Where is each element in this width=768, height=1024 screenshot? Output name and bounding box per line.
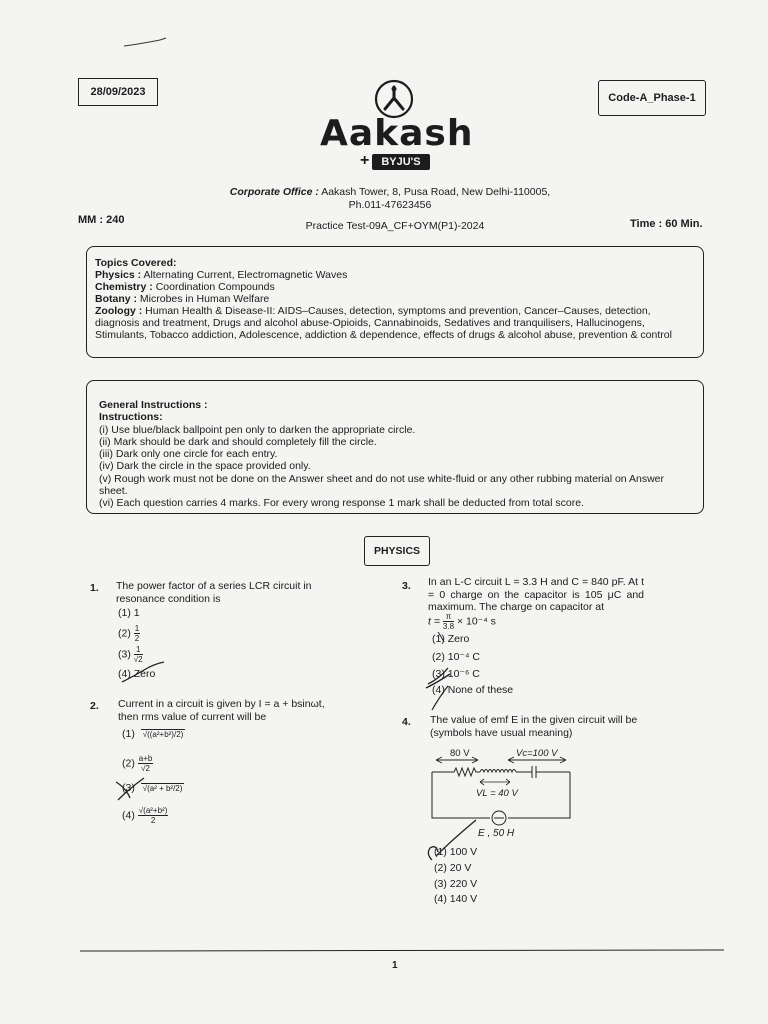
fraction-numerator: 1	[134, 645, 143, 655]
chemistry-label: Chemistry :	[95, 281, 153, 293]
q1-option-3-label: (3)	[118, 648, 131, 661]
instruction-item: (v) Rough work must not be done on the Answer sheet and do not use white-fluid or any other rubbing material on Answer sheet.	[99, 472, 664, 498]
q4-number: 4.	[402, 716, 411, 728]
instructions-box	[86, 380, 704, 514]
fraction-denominator: √2	[141, 764, 150, 773]
q4-option-1: (1) 100 V	[434, 846, 478, 858]
office-address: Aakash Tower, 8, Pusa Road, New Delhi-110005,	[321, 186, 551, 198]
code-box	[598, 80, 706, 116]
pen-mark-icon	[112, 774, 148, 804]
instruction-item: (ii) Mark should be dark and should completely fill the circle.	[99, 435, 377, 448]
section-title	[364, 536, 430, 566]
fraction-denominator: √2	[133, 655, 143, 664]
q4-text: The value of emf E in the given circuit will be (symbols have usual meaning)	[430, 714, 638, 739]
topics-box	[86, 246, 704, 358]
pen-mark-icon	[422, 814, 482, 864]
fraction-numerator: 1	[134, 624, 140, 633]
q2-option-3-label: (3)	[122, 782, 135, 794]
instruction-item: (vi) Each question carries 4 marks. For every wrong response 1 mark shall be deducted from total score.	[99, 497, 584, 510]
q1-option-1: (1) 1	[118, 607, 140, 619]
footer-divider	[80, 949, 724, 951]
botany-label: Botany :	[95, 293, 137, 305]
q2-option-4	[122, 806, 168, 825]
physics-label: Physics :	[95, 269, 142, 281]
instruction-item: (iv) Dark the circle in the space provided only.	[99, 460, 311, 473]
topics-heading: Topics Covered:	[95, 257, 177, 269]
max-marks: MM : 240	[78, 214, 125, 226]
q3-option-3: (3) 10⁻⁶ C	[432, 668, 480, 680]
office-phone: Ph.011-47623456	[348, 199, 432, 211]
circuit-vc-label: Vc=100 V	[516, 748, 558, 759]
zoology-label: Zoology :	[95, 305, 143, 317]
instructions-subheading: Instructions:	[99, 411, 163, 424]
time-limit: Time : 60 Min.	[630, 218, 703, 230]
q2-number: 2.	[90, 700, 99, 712]
q3-option-2: (2) 10⁻⁴ C	[432, 651, 480, 663]
fraction-numerator: π	[443, 612, 454, 622]
q3-text: In an L-C circuit L = 3.3 H and C = 840 pF. At t = 0 charge on the capacitor is 105 μC and maximum. The charge on capacitor at	[428, 576, 644, 613]
brand-logo: Aakash	[320, 113, 474, 154]
q2-option-2-fraction	[138, 754, 154, 773]
q3-number: 3.	[402, 580, 411, 592]
pen-stroke-icon	[120, 36, 170, 50]
q4-option-2: (2) 20 V	[434, 862, 472, 874]
office-label: Corporate Office :	[229, 186, 319, 198]
q1-option-2-fraction	[134, 624, 140, 643]
q2-option-1-label: (1)	[122, 728, 135, 740]
q2-option-2	[122, 754, 153, 773]
instruction-item: (iii) Dark only one circle for each entry.	[99, 448, 278, 461]
pen-mark-icon	[420, 628, 468, 712]
circuit-emf-label: E , 50 H	[478, 828, 515, 839]
q3-time-prefix: t =	[428, 615, 440, 628]
q1-option-4: (4) Zero	[118, 668, 156, 680]
q4-option-4: (4) 140 V	[434, 893, 478, 905]
instruction-item: (i) Use blue/black ballpoint pen only to darken the appropriate circle.	[99, 423, 416, 436]
circuit-vr-label: 80 V	[450, 748, 470, 759]
q1-text: The power factor of a series LCR circuit in resonance condition is	[116, 580, 312, 605]
date: 28/09/2023	[90, 86, 146, 98]
byjus-logo: BYJU'S	[372, 154, 430, 170]
date-box	[78, 78, 158, 106]
test-title: Practice Test-09A_CF+OYM(P1)-2024	[305, 220, 485, 232]
circuit-vl-label: VL = 40 V	[476, 788, 518, 799]
fraction-denominator: 3.8	[442, 622, 455, 631]
fraction-denominator: 2	[150, 816, 156, 825]
q1-option-2-label: (2)	[118, 627, 131, 640]
brand-plus: +	[360, 152, 370, 169]
q3-option-4: (4) None of these	[432, 684, 514, 696]
q2-text: Current in a circuit is given by I = a + bsinωt, then rms value of current will be	[118, 698, 325, 723]
q4-option-3: (3) 220 V	[434, 878, 478, 890]
q2-option-1-value: √((a²+b²)/2)	[142, 730, 184, 739]
corporate-office	[180, 186, 600, 212]
q1-option-2	[118, 624, 140, 643]
q2-option-2-label: (2)	[122, 757, 135, 770]
q1-number: 1.	[90, 582, 99, 594]
q2-option-4-fraction	[138, 806, 169, 825]
zoology-topics: Human Health & Disease-II: AIDS–Causes, detection, symptoms and prevention, Cancer–Causes, detection, diagnosis and treatment, Drugs and alcohol abuse-Opioids, Cannabinoids, Sedatives and tranquilisers, Hallucinogens, Stimulants, Tobacco addiction, Adolescence, addiction & dependence, effects of drugs & alcohol abuse, prevention & control	[95, 305, 672, 341]
chemistry-topics: Coordination Compounds	[155, 281, 275, 293]
physics-topics: Alternating Current, Electromagnetic Waves	[143, 269, 348, 281]
q3-option-1: (1) Zero	[432, 633, 470, 645]
fraction-numerator: √(a²+b²)	[138, 806, 168, 815]
q2-option-3-value: √(a² + b²/2)	[142, 784, 183, 793]
q2-option-1	[122, 728, 185, 740]
botany-topics: Microbes in Human Welfare	[139, 293, 270, 305]
q2-option-4-label: (4)	[122, 809, 135, 822]
fraction-numerator: a+b	[138, 754, 153, 763]
page-number: 1	[392, 960, 398, 971]
instructions-heading: General Instructions :	[99, 399, 208, 411]
q3-time-suffix: × 10⁻⁴ s	[456, 615, 496, 628]
section-label: PHYSICS	[373, 545, 421, 557]
paper-code: Code-A_Phase-1	[608, 92, 696, 104]
pen-mark-icon	[118, 660, 168, 686]
fraction-denominator: 2	[134, 634, 140, 643]
